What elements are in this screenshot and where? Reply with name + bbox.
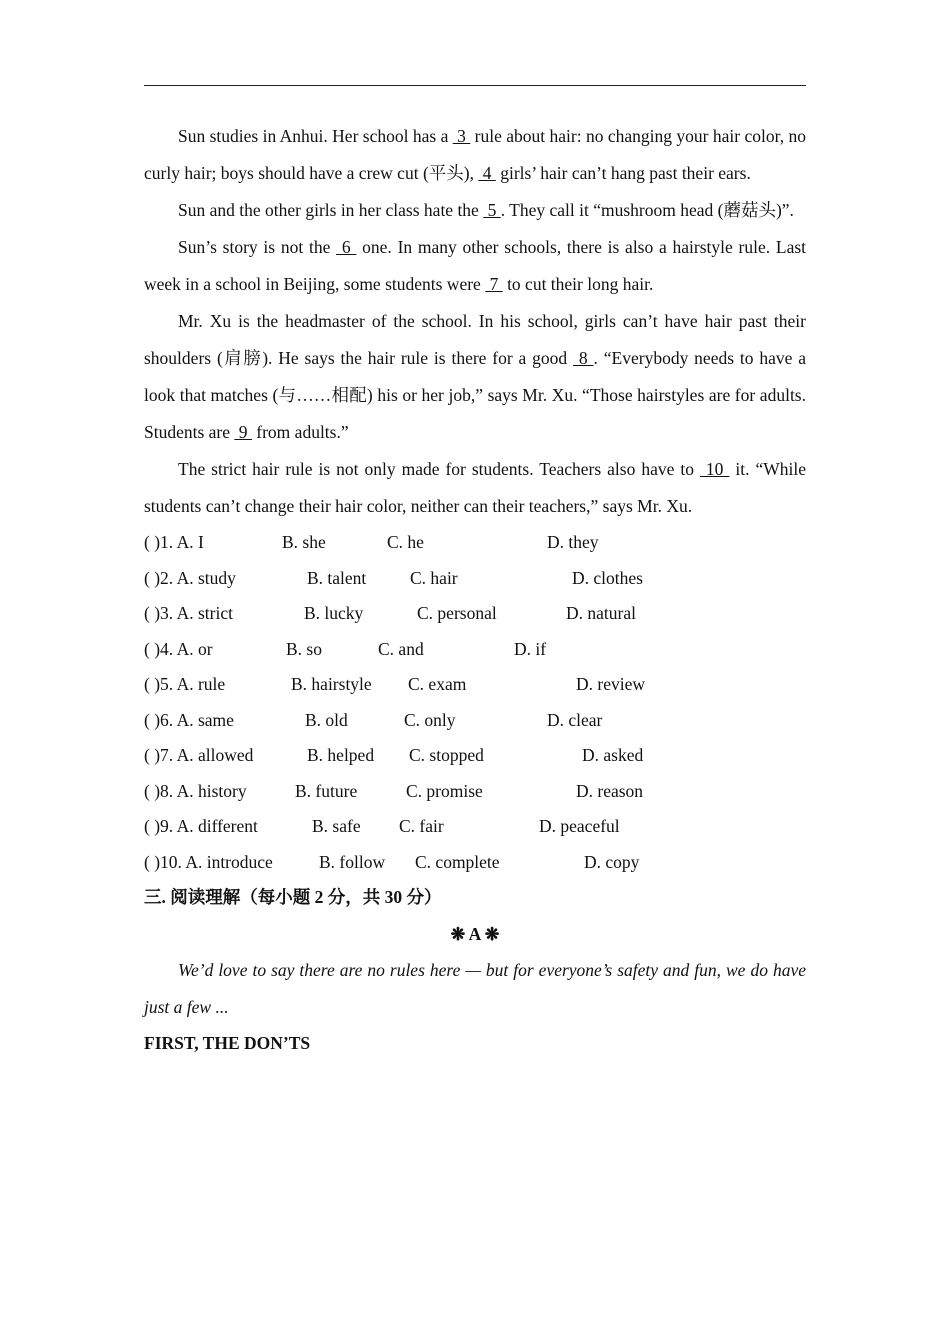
passage-text: rule about hair: no changing your hair color, no curly hair; boys should have a crew cut (平头), [144, 126, 807, 183]
question-number-option-a: ( )6. A. same [144, 709, 234, 730]
option-c: C. and [378, 638, 424, 659]
option-d: D. natural [566, 603, 636, 623]
passage-paragraph [144, 192, 806, 229]
option-d: D. asked [582, 745, 644, 765]
answer-blank: 7 [485, 274, 503, 294]
question-number-option-a: ( )3. A. strict [144, 603, 233, 623]
option-b: B. follow [319, 851, 386, 872]
passage-text: The strict hair rule is not only made for students. Teachers also have to [178, 459, 700, 479]
option-d: D. reason [576, 780, 644, 801]
option-d: D. if [514, 638, 547, 659]
option-d: D. clothes [572, 567, 643, 588]
question-row [144, 596, 806, 632]
option-b: B. old [305, 709, 348, 730]
passage-text: . “Everybody needs to have a look that matches (与……相配) his or her job,” says Mr. Xu. “Those hairstyles are for adults. Students are [144, 348, 807, 442]
option-b: B. lucky [304, 603, 364, 623]
answer-blank: 6 [336, 237, 357, 257]
answer-blank: 5 [483, 200, 501, 220]
option-b: B. safe [312, 816, 361, 836]
passage-text: one. In many other schools, there is also a hairstyle rule. Last week in a school in Beijing, some students were [144, 237, 807, 294]
cloze-passage [144, 118, 806, 525]
option-c: C. hair [410, 567, 458, 588]
passage-text: Sun and the other girls in her class hate the [178, 200, 484, 220]
passage-paragraph [144, 451, 806, 525]
option-c: C. exam [408, 674, 467, 694]
option-d: D. they [547, 532, 599, 552]
option-c: C. only [404, 709, 456, 730]
option-c: C. stopped [409, 745, 484, 765]
option-b: B. she [282, 532, 326, 552]
passage-paragraph [144, 118, 806, 192]
passage-text: girls’ hair can’t hang past their ears. [495, 163, 751, 183]
question-row [144, 561, 806, 597]
option-c: C. promise [406, 780, 483, 801]
passage-text: Sun’s story is not the [178, 237, 337, 257]
part-title: ❋ A ❋ [450, 923, 500, 944]
passage-text: from adults.” [251, 422, 349, 442]
question-number-option-a: ( )7. A. allowed [144, 745, 254, 765]
answer-blank: 4 [478, 163, 496, 183]
question-number-option-a: ( )4. A. or [144, 638, 213, 659]
option-d: D. review [576, 674, 646, 694]
question-number-option-a: ( )1. A. I [144, 532, 204, 552]
passage-text: . They call it “mushroom head (蘑菇头)”. [500, 200, 794, 220]
option-d: D. peaceful [539, 816, 620, 836]
question-number-option-a: ( )8. A. history [144, 780, 247, 801]
option-c: C. fair [399, 816, 444, 836]
question-row [144, 667, 806, 703]
answer-blank: 10 [699, 459, 730, 479]
passage-text: to cut their long hair. [502, 274, 654, 294]
passage-text: Sun studies in Anhui. Her school has a [178, 126, 453, 146]
reading-intro: We’d love to say there are no rules here — but for everyone’s safety and fun, we do have just a few ... [144, 959, 806, 1017]
question-row [144, 632, 806, 668]
option-c: C. personal [417, 603, 497, 623]
question-row [144, 738, 806, 774]
question-number-option-a: ( )10. A. introduce [144, 851, 273, 872]
option-c: C. complete [415, 851, 500, 872]
option-b: B. talent [307, 567, 367, 588]
option-b: B. helped [307, 745, 375, 765]
option-b: B. future [295, 780, 358, 801]
question-row [144, 525, 806, 561]
answer-blank: 3 [452, 126, 471, 146]
option-b: B. hairstyle [291, 674, 372, 694]
question-row [144, 809, 806, 845]
option-d: D. clear [547, 709, 603, 730]
question-row [144, 774, 806, 810]
option-d: D. copy [584, 851, 640, 872]
passage-text: it. “While students can’t change their hair color, neither can their teachers,” says Mr. Xu. [144, 459, 807, 516]
document-body [144, 118, 806, 1061]
header-rule [144, 85, 806, 86]
passage-paragraph [144, 229, 806, 303]
answer-blank: 8 [573, 348, 594, 368]
answer-blank: 9 [234, 422, 252, 442]
question-row [144, 703, 806, 739]
question-row [144, 845, 806, 881]
passage-paragraph [144, 303, 806, 451]
option-c: C. he [387, 532, 424, 552]
question-number-option-a: ( )2. A. study [144, 567, 236, 588]
subheading: FIRST, THE DON’TS [144, 1032, 311, 1053]
option-b: B. so [286, 638, 322, 659]
passage-text: Mr. Xu is the headmaster of the school. In his school, girls can’t have hair past their shoulders (肩膀). He says the hair rule is there for a good [144, 311, 806, 368]
question-number-option-a: ( )9. A. different [144, 816, 258, 836]
question-number-option-a: ( )5. A. rule [144, 674, 226, 694]
section-title: 三. 阅读理解（每小题 2 分，共 30 分） [144, 887, 442, 907]
question-list [144, 525, 806, 880]
